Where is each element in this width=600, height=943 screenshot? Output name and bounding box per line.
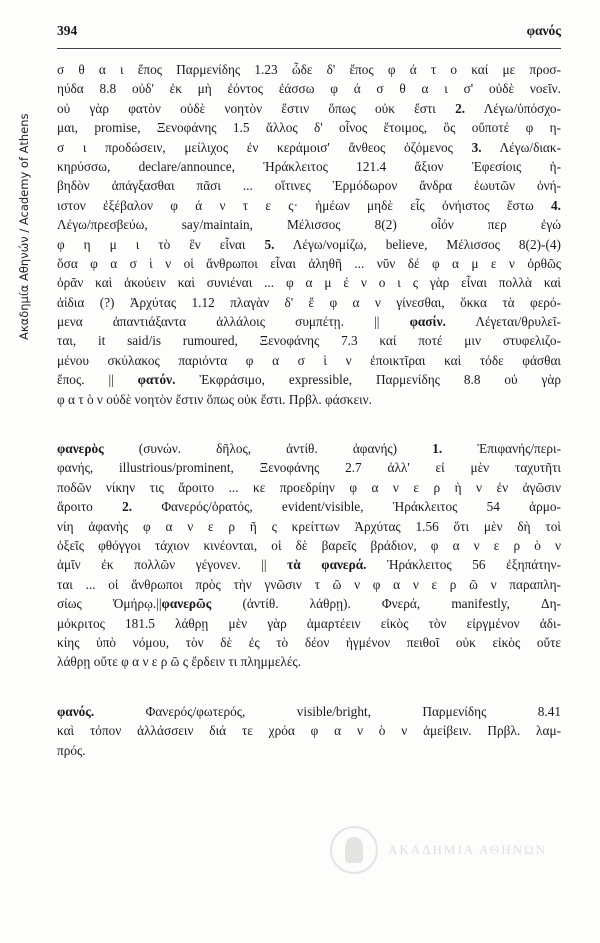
text-line — [57, 555, 561, 574]
text-line — [57, 79, 561, 98]
text-segment: σ θ α ι ἔπος Παρμενίδης 1.23 ὧδε δ' ἔπος φ ά τ ο καί με προσ- — [57, 62, 561, 77]
watermark-text: ΑΚΑΔΗΜΙΑ ΑΘΗΝΩΝ — [388, 842, 548, 857]
page-header — [57, 23, 561, 45]
text-segment: Φανερός/ὁρατός, evident/visible, Ἡράκλειτος 54 ἁρμο- — [132, 499, 561, 515]
page-number: 394 — [57, 23, 78, 38]
bold-segment: 4. — [551, 197, 561, 213]
text-line — [57, 741, 561, 760]
bold-segment: φανερῶς — [161, 596, 212, 612]
bold-segment: φανερὸς — [57, 441, 104, 457]
text-line — [57, 157, 561, 176]
text-line — [57, 215, 561, 234]
text-line — [57, 652, 561, 671]
text-line — [57, 118, 561, 137]
text-line — [57, 293, 561, 312]
text-segment: λάθρῃ οὔτε φ α ν ε ρ ῶ ς ἔρδειν τι πλημμελές. — [57, 654, 302, 670]
text-line — [57, 633, 561, 652]
text-segment: μένου σκύλακος παριόντα φ α σ ὶ ν ἐποικτῖραι καὶ τόδε φάσθαι — [57, 352, 561, 368]
text-segment: ὁρᾶν καὶ ἀκούειν καὶ συνιέναι ... φ α μ έ ν ο ι ς γὰρ εἶναι πολλὰ καὶ — [57, 275, 561, 291]
text-segment: κηρύσσω, declare/announce, Ἡράκλειτος 121.4 ἄξιον Ἐφεσίοις ἡ- — [57, 158, 561, 174]
text-line — [57, 721, 561, 740]
bold-segment: 5. — [264, 236, 275, 252]
text-line — [57, 702, 561, 721]
text-segment: Λέγω/διακ- — [481, 139, 562, 155]
text-line — [57, 331, 561, 350]
text-line — [57, 273, 561, 292]
text-segment: μαι, promise, Ξενοφάνης 1.5 ἄλλος δ' οἶνος ἕτοιμος, ὃς οὔποτέ φ η- — [57, 120, 561, 136]
text-segment: Ἡράκλειτος 56 ἐξηπάτην- — [366, 557, 562, 573]
bold-segment: τὰ φανερά. — [287, 557, 367, 573]
bold-segment: 1. — [432, 441, 443, 457]
text-segment: ιστον ἐξέβαλον φ ά ν τ ε ς· ἡμέων μηδὲ εἷς ὀνήιστος ἔστω — [57, 197, 552, 213]
header-rule — [57, 48, 561, 49]
text-segment: ται ... οἱ ἄνθρωποι πρὸς τὴν γνῶσιν τ ῶ ν φ α ν ε ρ ῶ ν παραπλη- — [57, 576, 561, 592]
text-segment: φανής, illustrious/prominent, Ξενοφάνης 2.7 ἀλλ' εἰ μὲν ταχυτῆτι — [57, 460, 561, 476]
text-line — [57, 458, 561, 477]
dictionary-entry — [57, 60, 561, 409]
text-segment: σ ι προδώσειν, μείλιχος ἐν κεράμοισ' ἄνθεος ὀζόμενος — [57, 139, 472, 155]
text-segment: μόκριτος 181.5 λάθρῃ μὲν γὰρ ἁμαρτέειν εἰκὸς τὸν εἰργμένον ἀδι- — [57, 615, 561, 631]
text-segment: κίης ὑπὸ νόμου, τὸν δὲ ἐς τὸ δέον ἠγμένον πειθοῖ οὐκ εἰκὸς οὔτε — [57, 634, 561, 650]
text-segment: ται, it said/is rumoured, Ξενοφάνης 7.3 καί ποτέ μιν στυφελιζο- — [57, 333, 561, 349]
text-segment: ὀξεῖς φθόγγοι τάχιον κινέονται, οἱ δὲ βαρεῖς βράδιον, φ α ν ε ρ ὸ ν — [57, 537, 561, 553]
text-segment: βηδὸν ἀπάγξασθαι πᾶσι ... οἵτινες Ἑρμόδωρον ἄνδρα ἑωυτῶν ὀνή- — [57, 178, 561, 194]
text-segment: ἁμῖν ἐκ πολλῶν γέγονεν. || — [57, 557, 288, 573]
side-stamp-text: Ακαδημία Αθηνών / Academy of Athens — [17, 113, 31, 340]
bold-segment: φατόν. — [137, 372, 176, 388]
running-head: φανός — [526, 23, 561, 38]
text-line — [57, 390, 561, 409]
text-line — [57, 536, 561, 555]
text-segment: (ἀντίθ. λάθρῃ). Φνερά, manifestly, Δη- — [211, 596, 561, 612]
text-segment: φ α τ ὸ ν οὐδὲ νοητὸν ἔστιν ὅπως οὐκ ἔστι. Πρβλ. φάσκειν. — [57, 391, 373, 407]
text-segment: Φανερός/φωτερός, visible/bright, Παρμενίδης 8.41 — [94, 703, 561, 719]
text-segment: μενα ἀπαντιάξαντα ἀλλάλοις συμπέτῃ. || — [57, 314, 410, 330]
bold-segment: φασίν. — [409, 314, 446, 330]
text-segment: φ η μ ι τὸ ἓν εἶναι — [57, 236, 265, 252]
athena-seal-icon — [330, 826, 378, 874]
text-line — [57, 196, 561, 215]
text-line — [57, 138, 561, 157]
text-segment: οὐ γὰρ φατὸν οὐδὲ νοητὸν ἔστιν ὅπως οὐκ ἔστι — [57, 100, 456, 116]
text-line — [57, 575, 561, 594]
text-segment: Λέγω/πρεσβεύω, say/maintain, Μέλισσος 8(2) οἷόν περ ἐγώ — [57, 217, 561, 233]
text-line — [57, 594, 561, 613]
text-segment: ποδῶν νίκην τις ἄροιτο ... κε προεδρίην φ α ν ε ρ ὴ ν ἐν ἀγῶσιν — [57, 479, 561, 495]
bold-segment: φανός. — [57, 703, 95, 719]
bold-segment: 2. — [455, 100, 466, 116]
text-segment: σίως Ὁμήρῳ.|| — [57, 596, 162, 612]
text-segment: ἀίδια (?) Ἀρχύτας 1.12 πλαγὰν δ' ἔ φ α ν γίνεσθαι, ὅκκα τὰ φερό- — [57, 294, 561, 310]
text-line — [57, 439, 561, 458]
text-segment: πρός. — [57, 742, 86, 758]
bold-segment: 3. — [471, 139, 482, 155]
text-segment: νίη ἀφανὴς φ α ν ε ρ ῆ ς κρείττων Ἀρχύτας 1.56 ὅτι μὲν δὴ τοὶ — [57, 518, 561, 534]
text-segment: Λέγω/ὑπόσχο- — [465, 100, 562, 116]
text-line — [57, 60, 561, 79]
text-segment: καὶ τόπον ἀλλάσσειν διά τε χρόα φ α ν ὸ ν ἀμείβειν. Πρβλ. λαμ- — [57, 723, 561, 739]
text-line — [57, 517, 561, 536]
text-line — [57, 370, 561, 389]
text-line — [57, 614, 561, 633]
text-line — [57, 351, 561, 370]
text-segment: Ἐκφράσιμο, expressible, Παρμενίδης 8.8 οὐ γὰρ — [175, 372, 561, 388]
watermark — [330, 820, 570, 880]
text-segment: ὅσα φ α σ ὶ ν οἱ ἄνθρωποι εἶναι ἀληθῆ ... νῦν δέ φ α μ ε ν ὀρθῶς — [57, 255, 561, 271]
text-line — [57, 254, 561, 273]
text-segment: ἔπος. || — [57, 372, 138, 388]
text-line — [57, 312, 561, 331]
text-segment: ηύδα 8.8 οὐδ' ἐκ μὴ ἐόντος ἐάσσω φ ά σ θ α ι σ' οὐδὲ νοεῖν. — [57, 81, 561, 97]
text-line — [57, 176, 561, 195]
text-segment: (συνών. δῆλος, ἀντίθ. ἀφανής) — [103, 441, 433, 457]
text-segment: Λέγεται/θρυλεῖ- — [445, 314, 561, 330]
text-line — [57, 99, 561, 118]
dictionary-entry — [57, 439, 561, 672]
text-line — [57, 235, 561, 254]
bold-segment: 2. — [122, 499, 133, 515]
side-stamp — [13, 40, 33, 350]
text-line — [57, 497, 561, 516]
page-body — [57, 60, 561, 790]
text-line — [57, 478, 561, 497]
dictionary-entry — [57, 702, 561, 760]
text-segment: ἄροιτο — [57, 499, 123, 515]
text-segment: Λέγω/νομίζω, believe, Μέλισσος 8(2)-(4) — [274, 236, 561, 252]
text-segment: Ἐπιφανής/περι- — [442, 441, 561, 457]
